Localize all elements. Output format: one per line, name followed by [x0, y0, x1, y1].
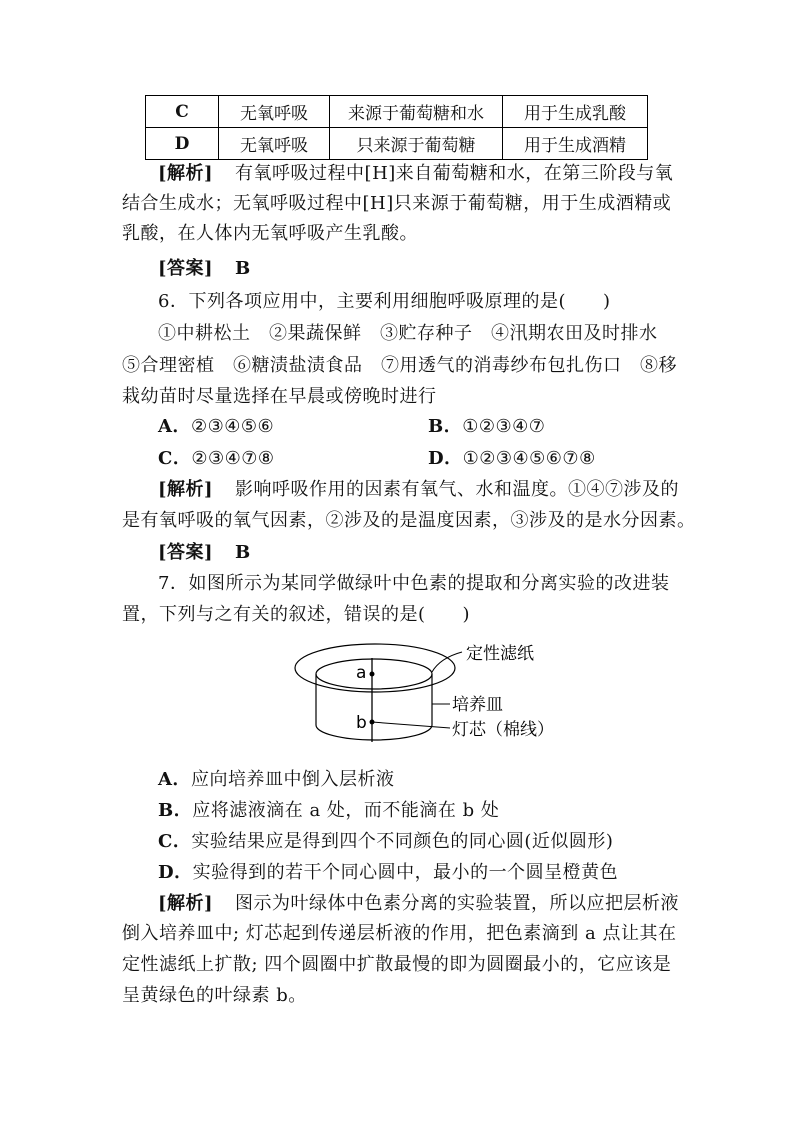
q7-option-b [158, 799, 499, 823]
answer-tag: [答案] [158, 542, 214, 563]
q6-analysis-line [158, 478, 679, 502]
table-cell: 来源于葡萄糖和水 [330, 96, 503, 128]
q5-analysis-line [158, 162, 673, 186]
q6-analysis-line: 是有氧呼吸的氧气因素，②涉及的是温度因素，③涉及的是水分因素。 [122, 510, 696, 531]
option-text: ①②③④⑤⑥⑦⑧ [462, 448, 596, 469]
option-text: ②③④⑤⑥ [190, 416, 275, 437]
table-cell: 只来源于葡萄糖 [330, 128, 503, 160]
q7-option-c [158, 830, 613, 854]
table-cell: D [146, 128, 219, 160]
q6-stem: 6．下列各项应用中，主要利用细胞呼吸原理的是( ) [158, 291, 611, 312]
label-b: b [356, 713, 367, 733]
dish-bottom [316, 725, 432, 740]
analysis-text: 影响呼吸作用的因素有氧气、水和温度。①④⑦涉及的 [235, 479, 680, 500]
option-text: 实验得到的若干个同心圆中，最小的一个圆呈橙黄色 [192, 862, 619, 883]
option-label: A． [158, 769, 191, 790]
table-cell: 用于生成乳酸 [503, 96, 648, 128]
point-a [370, 672, 375, 677]
q5-analysis-line: 结合生成水；无氧呼吸过程中[H]只来源于葡萄糖，用于生成酒精或 [122, 193, 672, 214]
q7-stem-line: 置，下列与之有关的叙述，错误的是( ) [122, 604, 471, 625]
q7-analysis-line: 定性滤纸上扩散; 四个圆圈中扩散最慢的即为圆圈最小的，它应该是 [122, 954, 672, 975]
analysis-tag: [解析] [158, 163, 214, 184]
option-text: 应向培养皿中倒入层析液 [190, 769, 395, 790]
label-dish: 培养皿 [452, 695, 503, 715]
label-filter-paper: 定性滤纸 [466, 644, 534, 664]
apparatus-diagram [290, 632, 580, 762]
leader-wick [372, 722, 450, 728]
q7-option-d [158, 861, 618, 885]
label-a: a [356, 663, 367, 683]
table-row [146, 128, 648, 160]
q6-option-c [158, 447, 275, 471]
q6-option-d [428, 447, 596, 471]
option-label: A． [158, 416, 191, 437]
q6-items-line: 栽幼苗时尽量选择在早晨或傍晚时进行 [122, 386, 437, 407]
analysis-tag: [解析] [158, 479, 214, 500]
options-table [145, 95, 648, 160]
q6-option-b [428, 415, 545, 439]
leader-paper [432, 652, 462, 672]
option-label: C． [158, 831, 192, 852]
q7-analysis-line: 呈黄绿色的叶绿素 b。 [122, 985, 307, 1006]
label-wick: 灯芯（棉线） [452, 720, 554, 740]
q7-analysis-line: 倒入培养皿中; 灯芯起到传递层析液的作用，把色素滴到 a 点让其在 [122, 923, 677, 944]
option-label: B． [158, 800, 193, 821]
table-cell: C [146, 96, 219, 128]
table-cell: 无氧呼吸 [219, 96, 330, 128]
q7-stem-line: 7．如图所示为某同学做绿叶中色素的提取和分离实验的改进装 [158, 573, 670, 594]
option-text: ②③④⑦⑧ [191, 448, 275, 469]
filter-paper [295, 644, 455, 692]
option-text: ①②③④⑦ [462, 416, 546, 437]
analysis-tag: [解析] [158, 893, 214, 914]
q6-answer-line [158, 541, 251, 565]
q6-items-line: ①中耕松土 ②果蔬保鲜 ③贮存种子 ④汛期农田及时排水 [158, 323, 658, 344]
option-text: 应将滤液滴在 a 处，而不能滴在 b 处 [192, 800, 500, 821]
q6-items-line: ⑤合理密植 ⑥糖渍盐渍食品 ⑦用透气的消毒纱布包扎伤口 ⑧移 [122, 355, 677, 376]
option-label: D． [158, 862, 193, 883]
answer-value: B [235, 258, 251, 279]
answer-value: B [235, 542, 251, 563]
table-cell: 无氧呼吸 [219, 128, 330, 160]
q7-analysis-line [158, 892, 679, 916]
answer-tag: [答案] [158, 258, 214, 279]
q5-analysis-line: 乳酸，在人体内无氧呼吸产生乳酸。 [122, 223, 418, 244]
table-cell: 用于生成酒精 [503, 128, 648, 160]
analysis-text: 有氧呼吸过程中[H]来自葡萄糖和水，在第三阶段与氧 [235, 163, 674, 184]
option-label: B． [428, 416, 463, 437]
analysis-text: 图示为叶绿体中色素分离的实验装置，所以应把层析液 [235, 893, 680, 914]
option-label: C． [158, 448, 192, 469]
option-text: 实验结果应是得到四个不同颜色的同心圆(近似圆形) [191, 831, 614, 852]
option-label: D． [428, 448, 463, 469]
q5-answer-line [158, 257, 251, 281]
table-row [146, 96, 648, 128]
q7-option-a [158, 768, 394, 792]
q6-option-a [158, 415, 274, 439]
